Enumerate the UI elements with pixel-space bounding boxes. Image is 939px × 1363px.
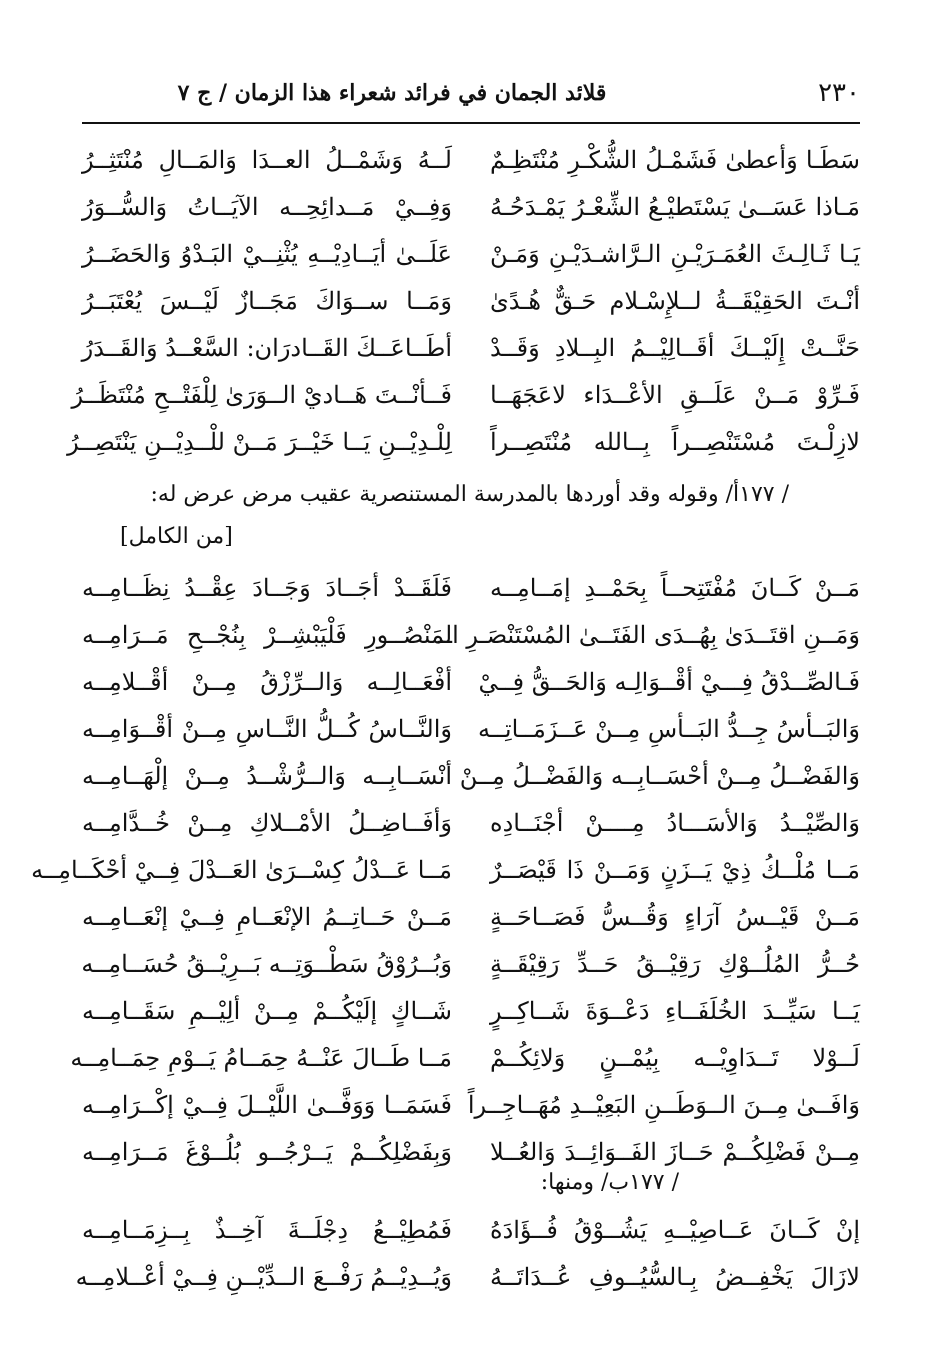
second-hemistich: وَبِفَضْلِكُــمْ يَــرْجُــو بُلُــوْغَ مَــرَامِــه xyxy=(82,1138,452,1166)
poem-2 xyxy=(31,568,860,1179)
header-rule xyxy=(82,122,860,124)
verse xyxy=(82,234,860,281)
poem-intro: / ١٧٧ب/ ومنها: xyxy=(540,1170,679,1195)
verse xyxy=(82,709,860,756)
first-hemistich: وَالبَــأسُ جِــدُّ البَــأسِ مِــنْ عَــزَمَــاتِــه xyxy=(477,715,860,743)
second-hemistich: شَــاكٍ إلَيْكُــمْ مِــنْ ألِيْــمِ سَقَــامِــه xyxy=(82,997,452,1025)
first-hemistich: مَــنْ قَيْــسُ آرَاءٍ وَقُــسُّ فَصَــاحَــةٍ xyxy=(490,903,860,931)
second-hemistich: أنْسَــابِــه وَالــرُّشْــدُ مِــنْ إلْهَــامِــه xyxy=(82,762,452,790)
verse xyxy=(82,140,860,187)
first-hemistich: يَــا سَيِّــدَ الخُلَفَــاءِ دَعْــوَةَ شَــاكِــرٍ xyxy=(490,997,860,1025)
running-title: قلائد الجمان في فرائد شعراء هذا الزمان / ج ٧ xyxy=(177,80,607,106)
verse xyxy=(82,328,860,375)
verse xyxy=(31,850,860,897)
second-hemistich: أفْعَــالِــه وَالــرِّزْقُ مِــنْ أقْــلامِــه xyxy=(82,668,452,696)
first-hemistich: وَمَــنِ اقتَــدَىٰ بِهُــدَى الفَتَــىٰ المُسْتَنْصَـرِ الـ xyxy=(437,621,860,649)
second-hemistich: وَأفَــاضِــلُ الأمْــلاكِ مِــنْ خُــدَّامِــه xyxy=(82,809,452,837)
second-hemistich: مَــنْ حَــاتِــمُ الإنْعَــامِ فِــيْ إنْعَــامِــه xyxy=(82,903,452,931)
verse xyxy=(82,281,860,328)
verse xyxy=(82,615,860,662)
second-hemistich: وَيُــدِيْــمُ رَفْــعَ الــدِّيْــنِ فِــيْ أعْــلامِــه xyxy=(75,1263,452,1291)
second-hemistich: ـمَنْصُــورِ فَلْيَبْشِــرْ بِنُجْــحِ مَــرَامِــه xyxy=(82,621,452,649)
verse xyxy=(82,803,860,850)
second-hemistich: مَــا طَــالَ عَنْــهُ حِمَــامُ يَــوْمِ حِمَــامِــه xyxy=(70,1044,452,1072)
poem-3 xyxy=(75,1210,860,1304)
first-hemistich: لازِلْـتَ مُسْتَنْصِــراً بِــالله مُنْتَصِــراً xyxy=(490,428,860,456)
first-hemistich: مَــا مُلْــكُ ذِيْ يَــزَنٍ وَمَــنْ ذَا قَيْصَــرٌ xyxy=(490,856,860,884)
verse xyxy=(75,1257,860,1304)
second-hemistich: وَفِــيْ مَــدائِحِــه الآيَــاتُ وَالسُّــوَرُ xyxy=(82,193,452,221)
first-hemistich: لازَالَ يَخْفِــضُ بِـالسُّيُــوفِ عُــدَاتَــهُ xyxy=(490,1263,860,1291)
verse xyxy=(82,1210,860,1257)
verse xyxy=(71,375,860,422)
second-hemistich: لِلْـدِيْــنِ يَــا خَيْــرَ مَــنْ للْــدِيْــنِ يَنْتَصِــرُ xyxy=(67,428,452,456)
second-hemistich: لَــهُ وَشَمْــلُ العــدَا وَالمَــالِ مُنْتَثِــرُ xyxy=(82,146,452,174)
first-hemistich: مَــنْ كَــانَ مُفْتَتِحــاً بِحَمْــدِ إمَــامِــه xyxy=(490,574,860,602)
second-hemistich: وَالنَّــاسُ كُــلُّ النَّــاسِ مِــنْ أقْــوَامِــه xyxy=(82,715,452,743)
second-hemistich: عَلَــىٰ أيَــادِيْــهِ يُثْنِــيْ البَـدْوُ وَالحَضَــرُ xyxy=(82,240,452,268)
second-hemistich: فَسَمَــا وَوَفَّــىٰ اللَّيْــلَ فِــيْ إكْــرَامِــه xyxy=(82,1091,452,1119)
verse xyxy=(82,662,860,709)
first-hemistich: سَطَـا وَأعطىٰ فَشَمْـلُ الشُّكْـرِ مُنْتَظِـمٌ xyxy=(490,146,860,174)
verse xyxy=(82,1132,860,1179)
verse xyxy=(82,991,860,1038)
first-hemistich: مِــنْ فَضْلِكُــمْ حَــازَ الفَــوَائِــدَ وَالعُــلا xyxy=(490,1138,860,1166)
first-hemistich: مَـاذا عَسَــىٰ يَسْتَطيْـعُ الشِّعْـرُ يَمْـدَحُـهُ xyxy=(490,193,860,221)
poem-1 xyxy=(67,140,860,469)
verse xyxy=(82,756,860,803)
poem-intro: / ١٧٧أ/ وقوله وقد أوردها بالمدرسة المستنصرية عقيب مرض عرض له: xyxy=(150,482,789,507)
verse xyxy=(82,944,860,991)
first-hemistich: أنْـتَ الحَقِيْقَــةُ لــلإِسْـلام حَـقٌّ هُـدًىٰ xyxy=(490,287,860,315)
second-hemistich: فَــأنْــتَ هَــاديْ الــوَرَىٰ لِلْفَتْــحِ مُنْتَظَــرُ xyxy=(71,381,452,409)
first-hemistich: حُــرُّ المُلُــوْكِ رَقِيْــقُ حَــدِّ رَقِيْقَــةٍ xyxy=(490,950,860,978)
verse xyxy=(82,568,860,615)
first-hemistich: حَنَّــتْ إِلَيْــكَ أقَــالِيْــمُ البِــلادِ وَقَــدْ xyxy=(490,334,860,362)
second-hemistich: وَبُــرُوْقُ سَطْــوَتِــه بَــرِيْــقُ حُسَــامِــه xyxy=(81,950,452,978)
first-hemistich: إنْ كَــانَ عَــاصِيْــهِ يَشُــوْقُ فُــؤَادَهُ xyxy=(490,1216,860,1244)
second-hemistich: فَمُطِيْــعُ دِجْلَــةَ آخِــذٌ بِــزِمَــامِــه xyxy=(82,1216,452,1244)
verse xyxy=(67,422,860,469)
poem-meter: [من الكامل] xyxy=(120,524,233,549)
first-hemistich: يَـا ثَـالِـثَ العُمَـرَيْـنِ الـرَّاشـدَيْـنِ وَمَـنْ xyxy=(490,240,860,268)
page-number: ٢٣٠ xyxy=(818,78,860,108)
first-hemistich: وَافَــىٰ مِــنَ الــوَطَــنِ البَعِيْــدِ مُهَــاجِــراً xyxy=(467,1091,860,1119)
first-hemistich: فَـالصِّــدْقُ فِـــيْ أقْــوَالِـه وَالحَــقُّ فِــيْ xyxy=(478,668,860,696)
page-header xyxy=(82,78,860,114)
first-hemistich: لَــوْلا تَــدَاوِيْــه بِيُمْــنٍ وَلائِكُــمْ xyxy=(490,1044,860,1072)
verse xyxy=(82,187,860,234)
second-hemistich: فَلَقَــدْ أجَــادَ وَجَــادَ عِقْــدُ نِظَــامِــه xyxy=(82,574,452,602)
verse xyxy=(70,1038,860,1085)
second-hemistich: مَــا عَــدْلُ كِسْــرَىٰ العَــدْلَ فِــيْ أحْكَــامِــه xyxy=(31,856,452,884)
second-hemistich: أطَــاعَــكَ القَــادرَان: السَّعْــدُ وَالقَــدَرُ xyxy=(81,334,452,362)
first-hemistich: وَالفَضْــلُ مِــنْ أحْسَــابِــه وَالفَضْــلُ مِــنْ xyxy=(459,762,860,790)
verse xyxy=(82,897,860,944)
first-hemistich: فَـرِّوْ مَــنْ عَلَــقِ الأعْــدَاء لاعَجَهَــا xyxy=(490,381,860,409)
verse xyxy=(82,1085,860,1132)
second-hemistich: وَمَــا ســوَاكَ مَجَــازٌ لَيْــسَ يُعْتَبَــرُ xyxy=(82,287,452,315)
first-hemistich: وَالصِّيْــدُ وَالأسَـــادُ مِــــنْ أجْنَــادِه xyxy=(490,809,860,837)
